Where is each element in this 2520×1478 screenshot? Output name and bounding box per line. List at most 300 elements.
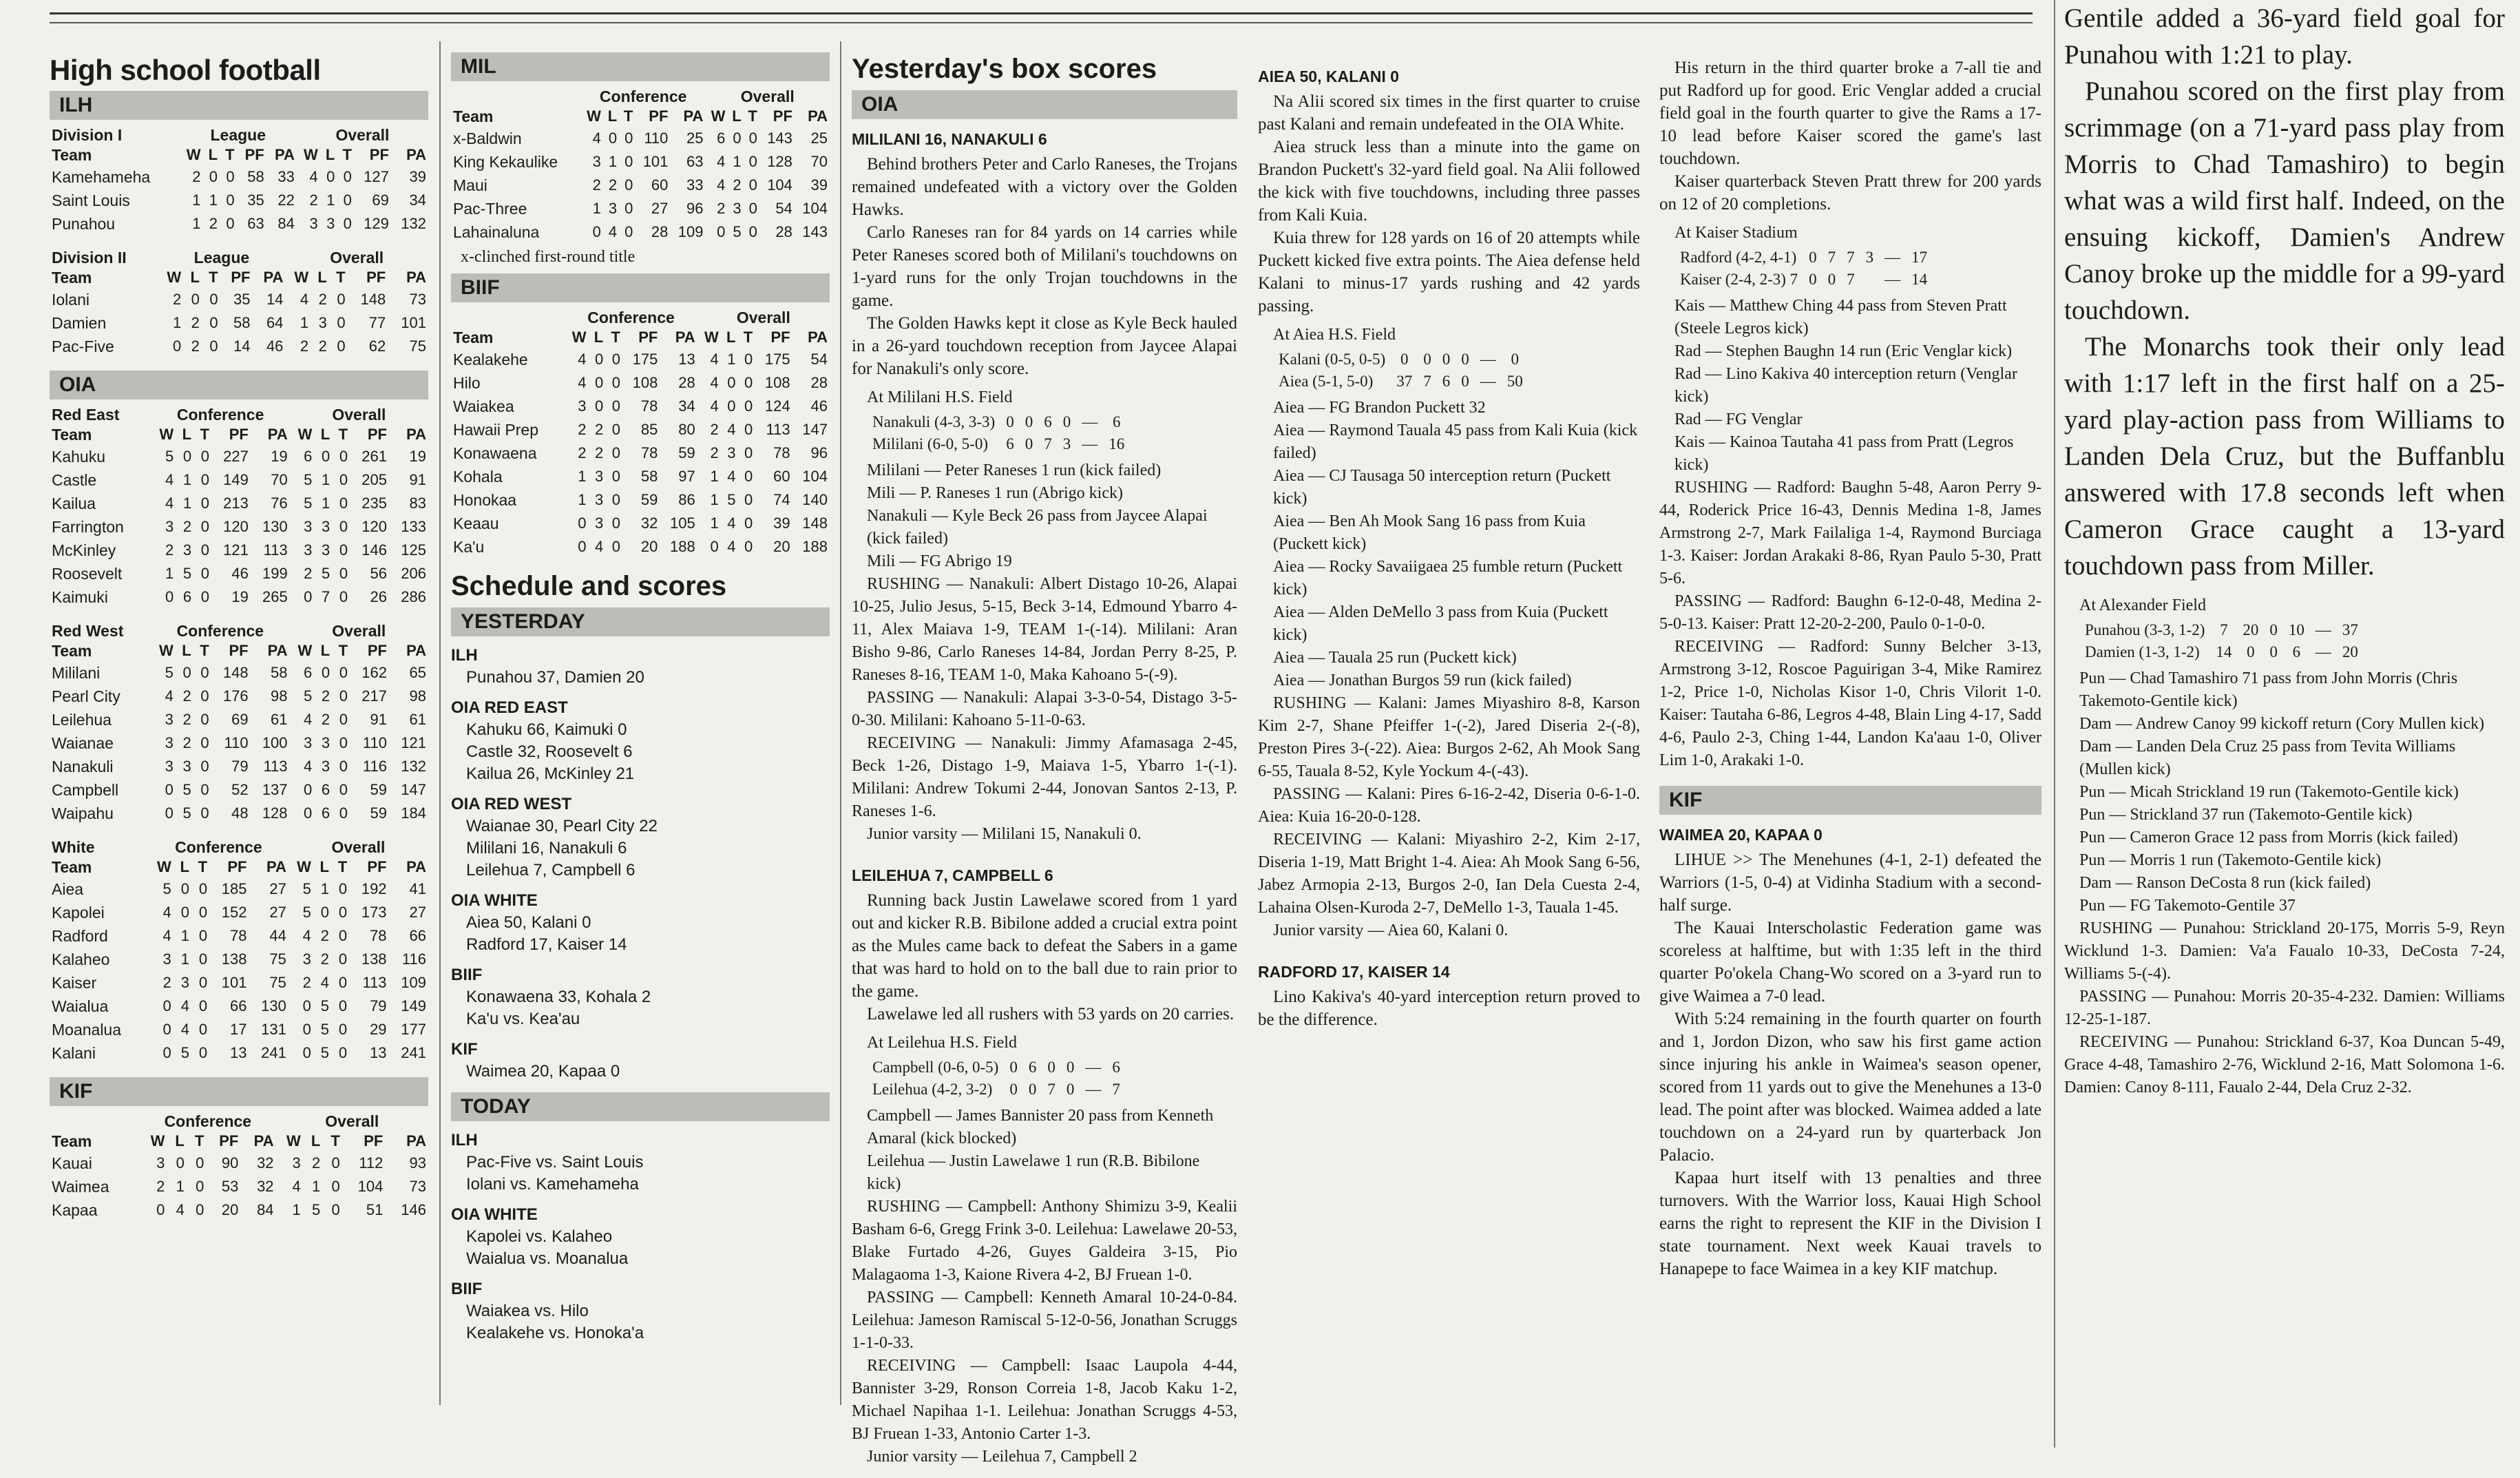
stat-cell: 116 xyxy=(401,950,426,968)
stat-cell: 80 xyxy=(678,421,695,438)
scoring-play: Pun — Cameron Grace 12 pass from Morris (kick failed) xyxy=(2079,829,2458,846)
stat-cell: 2 xyxy=(318,291,327,308)
linescore-dash: — xyxy=(2315,643,2331,660)
stat-cell: 52 xyxy=(231,781,249,798)
stat-cell: 14 xyxy=(233,337,251,355)
stat-cell: 2 xyxy=(191,337,200,355)
stat-cell: 4 xyxy=(578,351,587,368)
league-bar-biif: BIIF xyxy=(451,273,830,302)
story-paragraph: Running back Justin Lawelawe scored from 1 yard out and kicker R.B. Bibilone added a crucial extra point as the Mules came back to defeat the Sabers in a game that was hard to hold on to the ball due to rain prior to the game. xyxy=(852,891,1237,1001)
stat-cell: 1 xyxy=(321,471,330,488)
table-row xyxy=(50,468,428,492)
table-row xyxy=(451,348,830,371)
stat-cell: 75 xyxy=(269,974,286,991)
schedule-item: Kapolei vs. Kalaheo xyxy=(466,1227,613,1246)
header-row xyxy=(451,87,830,106)
team-name: Campbell xyxy=(52,781,119,799)
stat-cell: 140 xyxy=(802,491,828,508)
col-l: L xyxy=(325,146,335,163)
scoring-play: Aiea — Tauala 25 run (Puckett kick) xyxy=(1273,649,1517,667)
stat-cell: 0 xyxy=(165,804,174,822)
punahou-boxscore xyxy=(2064,596,2505,1109)
mil-standings xyxy=(451,87,830,267)
schedule-yesterday xyxy=(451,645,830,1083)
stat-cell: 2 xyxy=(321,687,330,705)
col-l: L xyxy=(180,858,189,875)
linescore-dash: — xyxy=(1480,351,1496,368)
game-headline: LEILEHUA 7, CAMPBELL 6 xyxy=(852,866,1053,884)
stat-cell: 62 xyxy=(368,337,386,355)
stat-cell: 0 xyxy=(209,337,218,355)
game-mililani xyxy=(852,130,1237,855)
column-header-row xyxy=(50,267,428,288)
story-paragraph: Kapaa hurt itself with 13 penalties and three turnovers. With the Warrior loss, Kauai High School earns the right to represent the KIF in the Division I state tournament. Next week Kauai travels to Hanapepe to face Waimea in a key KIF matchup. xyxy=(1659,1169,2041,1278)
stat-cell: 0 xyxy=(200,541,209,559)
division-name: Division I xyxy=(52,126,123,144)
team-name: Hilo xyxy=(453,374,481,392)
team-name: Punahou xyxy=(52,215,116,233)
story-paragraph: Lawelawe led all rushers with 53 yards on 20 carries. xyxy=(867,1005,1235,1023)
table-row xyxy=(451,395,830,418)
game-story xyxy=(852,889,1237,1026)
game-headline: WAIMEA 20, KAPAA 0 xyxy=(1659,826,1823,844)
schedule-group: OIA RED WEST xyxy=(451,795,572,813)
stat-cell: 86 xyxy=(678,491,695,508)
stat-cell: 113 xyxy=(766,421,790,438)
stat-cell: 0 xyxy=(578,514,587,532)
stat-cell: 0 xyxy=(338,1044,348,1061)
division-name xyxy=(451,308,565,327)
linescore-cell: 16 xyxy=(1109,435,1125,452)
stat-cell: 1 xyxy=(710,514,719,532)
stat-cell: 5 xyxy=(304,495,313,512)
stat-line: PASSING — Campbell: Kenneth Amaral 10-24-0-84. Leilehua: Jameson Ramiscal 5-12-0-56, Jonathan Scruggs 1-1-0-33. xyxy=(852,1289,1237,1352)
group-label: Overall xyxy=(330,249,384,267)
col-w: W xyxy=(286,1132,301,1149)
stat-cell: 3 xyxy=(321,758,330,775)
linescore-team: Nanakuli (4-3, 3-3) xyxy=(872,413,996,430)
linescore-dash: — xyxy=(1480,373,1496,390)
stat-cell: 2 xyxy=(710,444,719,461)
stat-cell: 0 xyxy=(304,588,313,605)
scoring-play: Dam — Andrew Canoy 99 kickoff return (Cory Mullen kick) xyxy=(2079,715,2485,733)
linescore-team: Campbell (0-6, 0-5) xyxy=(872,1059,999,1076)
table-row xyxy=(451,512,830,535)
game-stats xyxy=(1258,692,1640,942)
stat-line: RUSHING — Nanakuli: Albert Distago 10-26, Alapai 10-25, Julio Jesus, 5-15, Beck 3-14, Edmound Ybarro 4-11, Alex Maiava 1-9, TEAM 1-(-14). Mililani: Aran Bisho 9-86, Carlo Raneses 14-84, Jordan Perry 8-25, P. Raneses 8-16, TEAM 1-0, Maka Kahoano 5-(-9). xyxy=(852,575,1237,684)
stat-cell: 0 xyxy=(337,314,346,331)
stat-cell: 108 xyxy=(632,374,658,391)
stat-cell: 235 xyxy=(361,495,387,512)
stat-cell: 100 xyxy=(262,734,288,751)
stat-cell: 2 xyxy=(320,927,329,944)
col-l: L xyxy=(732,107,742,125)
schedule-item: Aiea 50, Kalani 0 xyxy=(466,913,591,932)
col-pf: PF xyxy=(367,642,387,659)
stat-cell: 2 xyxy=(594,444,604,461)
stat-cell: 5 xyxy=(727,491,736,508)
stat-cell: 1 xyxy=(172,314,182,331)
stat-cell: 199 xyxy=(262,565,288,582)
stat-cell: 104 xyxy=(802,468,828,485)
table-row xyxy=(50,515,428,539)
col-t: T xyxy=(200,426,209,443)
stat-cell: 17 xyxy=(230,1021,247,1038)
col-l: L xyxy=(182,426,192,443)
stat-cell: 0 xyxy=(198,997,208,1014)
stat-cell: 0 xyxy=(339,448,348,465)
stat-cell: 0 xyxy=(226,191,235,209)
stat-cell: 4 xyxy=(302,927,311,944)
col-team: Team xyxy=(52,1132,92,1150)
stat-cell: 19 xyxy=(271,448,288,465)
stat-cell: 177 xyxy=(401,1021,426,1038)
stat-cell: 0 xyxy=(339,687,348,705)
scoring-play: Aiea — Ben Ah Mook Sang 16 pass from Kuia (Puckett kick) xyxy=(1273,512,1586,553)
game-site: At Mililani H.S. Field xyxy=(867,388,1013,406)
scoring-play: Rad — Stephen Baughn 14 run (Eric Venglar kick) xyxy=(1674,342,2013,360)
col-team: Team xyxy=(52,146,92,164)
stat-line: RUSHING — Radford: Baughn 5-48, Aaron Perry 9-44, Roderick Price 16-43, Dennis Medina 1-8, James Armstrong 2-7, Mark Failaliga 1-4, Raymond Burciaga 1-3. Kaiser: Jordan Arakaki 8-86, Ryan Paulo 5-30, Pratt 5-6. xyxy=(1659,479,2041,587)
team-name: Pearl City xyxy=(52,687,120,705)
linescore-cell: 50 xyxy=(1506,373,1523,390)
stat-cell: 0 xyxy=(337,291,346,308)
stat-cell: 0 xyxy=(744,397,753,415)
scoring-play: Leilehua — Justin Lawelawe 1 run (R.B. Bibilone kick) xyxy=(867,1152,1200,1193)
stat-cell: 0 xyxy=(196,1154,204,1172)
stat-cell: 1 xyxy=(165,565,174,582)
stat-cell: 101 xyxy=(642,153,669,170)
stat-cell: 149 xyxy=(401,997,426,1014)
stat-cell: 127 xyxy=(364,168,389,185)
stat-cell: 2 xyxy=(309,191,318,209)
stat-cell: 5 xyxy=(320,1021,329,1038)
col-t: T xyxy=(198,858,208,875)
linescore-dash: — xyxy=(1085,1059,1102,1076)
scoring-play: Kais — Matthew Ching 44 pass from Steven Pratt (Steele Legros kick) xyxy=(1674,297,2007,337)
stat-cell: 0 xyxy=(611,374,620,391)
scoring-play: Aiea — CJ Tausaga 50 interception return (Puckett kick) xyxy=(1273,467,1611,508)
stat-cell: 20 xyxy=(640,538,658,555)
table-row xyxy=(50,1152,428,1175)
stat-cell: 85 xyxy=(640,421,658,438)
game-radford xyxy=(1659,56,2041,782)
stat-cell: 19 xyxy=(231,588,249,605)
stat-cell: 0 xyxy=(624,176,633,194)
stat-line: RUSHING — Punahou: Strickland 20-175, Morris 5-9, Reyn Wicklund 1-3. Damien: Va'a Faualo 10-33, DeCosta 7-24, Williams 5-(-4). xyxy=(2064,919,2505,983)
stat-cell: 1 xyxy=(326,191,335,209)
col-w: W xyxy=(303,146,318,163)
stat-cell: 3 xyxy=(594,514,604,532)
story-paragraph: Na Alii scored six times in the first quarter to cruise past Kalani and remain undefeated in the OIA White. xyxy=(1258,92,1640,134)
col-t: T xyxy=(330,1132,340,1149)
table-row xyxy=(50,1175,428,1198)
stat-cell: 0 xyxy=(727,374,736,391)
top-rule-2 xyxy=(50,22,2033,23)
schedule-item: Waimea 20, Kapaa 0 xyxy=(466,1062,620,1081)
stat-cell: 2 xyxy=(192,168,201,185)
stat-cell: 0 xyxy=(302,1021,311,1038)
stat-cell: 0 xyxy=(200,565,209,582)
table-row xyxy=(451,197,830,220)
linescore-dash: — xyxy=(1082,435,1098,452)
stat-cell: 7 xyxy=(321,588,330,605)
col-l: L xyxy=(594,329,604,346)
stat-cell: 75 xyxy=(269,950,286,968)
col-t: T xyxy=(194,1132,204,1149)
stat-cell: 5 xyxy=(162,880,171,897)
stat-cell: 3 xyxy=(162,950,171,968)
stat-cell: 0 xyxy=(339,495,348,512)
stat-cell: 60 xyxy=(773,468,790,485)
col-pa: PA xyxy=(406,269,426,286)
stat-line: RUSHING — Campbell: Anthony Shimizu 3-9, Kealii Basham 6-6, Gregg Frink 3-0. Leilehua: Lawelawe 20-53, Blake Furtado 4-26, Guyes Galdeira 3-15, Pio Malagaoma 1-3, Kaione Rivera 4-2, BJ Fruean 1-0. xyxy=(852,1198,1237,1284)
stat-cell: 5 xyxy=(320,1044,329,1061)
game-aiea xyxy=(1258,67,1640,952)
team-name: Damien xyxy=(52,314,107,332)
column-header-row xyxy=(50,641,428,661)
stat-cell: 33 xyxy=(686,176,704,194)
stat-cell: 0 xyxy=(748,153,757,170)
schedule-item: Mililani 16, Nanakuli 6 xyxy=(466,839,627,857)
stat-cell: 0 xyxy=(162,1021,171,1038)
schedule-item: Castle 32, Roosevelt 6 xyxy=(466,742,633,761)
stat-cell: 28 xyxy=(775,223,792,240)
stat-cell: 34 xyxy=(409,191,426,209)
scoring-play: Aiea — FG Brandon Puckett 32 xyxy=(1273,399,1486,417)
stat-cell: 0 xyxy=(339,518,348,535)
linescore-cell xyxy=(1860,269,1880,291)
col-pa: PA xyxy=(683,107,704,125)
stat-cell: 96 xyxy=(686,200,704,217)
col-team: Team xyxy=(52,642,92,660)
stat-cell: 0 xyxy=(321,448,330,465)
col-pf: PF xyxy=(367,426,387,443)
stat-cell: 4 xyxy=(162,927,171,944)
linescore-team: Kaiser (2-4, 2-3) 7 xyxy=(1680,271,1798,288)
stat-cell: 27 xyxy=(651,200,669,217)
stat-cell: 39 xyxy=(810,176,828,194)
stat-cell: 130 xyxy=(261,997,286,1014)
stat-cell: 3 xyxy=(165,711,174,728)
game-waimea xyxy=(1659,826,2041,1290)
stat-cell: 69 xyxy=(372,191,389,209)
linescore-cell: 6 xyxy=(1028,1059,1037,1076)
stat-cell: 4 xyxy=(180,1021,189,1038)
linescore-cell: 0 xyxy=(1511,351,1519,368)
scoring-plays xyxy=(852,1105,1237,1196)
stat-cell: 2 xyxy=(209,215,218,232)
stat-cell: 0 xyxy=(200,495,209,512)
stat-cell: 0 xyxy=(744,538,753,555)
schedule-item: Kealakehe vs. Honoka'a xyxy=(466,1324,644,1342)
stat-cell: 4 xyxy=(578,374,587,391)
linescore-team: Radford (4-2, 4-1) xyxy=(1680,249,1797,266)
stat-cell: 32 xyxy=(257,1154,274,1172)
linescore-dash: — xyxy=(1085,1081,1102,1098)
league-bar-ilh: ILH xyxy=(50,91,428,120)
stat-cell: 0 xyxy=(744,491,753,508)
stat-cell: 0 xyxy=(200,588,209,605)
col-pa: PA xyxy=(406,426,426,443)
story-paragraph: The Monarchs took their only lead with 1:17 left in the first half on a 25-yard play-action pass from Williams to Landen Dela Cruz, but the Buffanblu answered with 17.8 seconds left when Cameron Grace caught a 13-yard touchdown pass from Miller. xyxy=(2064,332,2505,581)
league-bar-kif: KIF xyxy=(50,1077,428,1106)
col-pa: PA xyxy=(253,1132,274,1149)
header-row xyxy=(50,125,428,145)
stat-cell: 5 xyxy=(302,904,311,921)
stat-cell: 0 xyxy=(343,168,352,185)
linescore-row xyxy=(867,433,1130,455)
stat-cell: 175 xyxy=(632,351,658,368)
stat-cell: 2 xyxy=(710,421,719,438)
stat-cell: 1 xyxy=(727,351,736,368)
stat-cell: 192 xyxy=(361,880,387,897)
stat-cell: 3 xyxy=(318,314,327,331)
stat-cell: 0 xyxy=(624,223,633,240)
column-header-row xyxy=(451,106,830,127)
col-pf: PF xyxy=(773,107,792,125)
schedule-item: Kailua 26, McKinley 21 xyxy=(466,764,635,783)
stat-cell: 0 xyxy=(331,1201,340,1218)
stat-cell: 146 xyxy=(401,1201,426,1218)
stat-cell: 3 xyxy=(302,950,311,968)
stat-cell: 188 xyxy=(669,538,695,555)
game-site: At Leilehua H.S. Field xyxy=(867,1034,1017,1052)
col-team: Team xyxy=(52,269,92,287)
stat-cell: 46 xyxy=(231,565,249,582)
stat-cell: 0 xyxy=(343,191,352,209)
game-stats xyxy=(852,1196,1237,1468)
kif-standings xyxy=(50,1112,428,1222)
stat-cell: 0 xyxy=(176,1154,185,1172)
linescore-cell: 6 xyxy=(1044,413,1052,430)
stat-cell: 2 xyxy=(182,518,192,535)
stat-cell: 206 xyxy=(401,565,426,582)
stat-cell: 128 xyxy=(262,804,288,822)
stat-cell: 6 xyxy=(321,781,330,798)
stat-cell: 5 xyxy=(733,223,742,240)
today-bar: TODAY xyxy=(451,1092,830,1121)
linescore-table xyxy=(867,1057,1126,1101)
stat-cell: 1 xyxy=(608,153,618,170)
linescore-cell: 0 xyxy=(1009,1059,1018,1076)
stat-cell: 4 xyxy=(710,374,719,391)
box-scores-column-2 xyxy=(1258,56,1640,1434)
col-pf: PF xyxy=(366,269,386,286)
stat-cell: 6 xyxy=(717,129,726,147)
stat-cell: 0 xyxy=(624,200,633,217)
stat-cell: 44 xyxy=(269,927,286,944)
schedule-item: Waianae 30, Pearl City 22 xyxy=(466,817,658,835)
stat-cell: 0 xyxy=(339,588,348,605)
column-header-row xyxy=(451,327,830,348)
col-t: T xyxy=(743,329,753,346)
stat-cell: 0 xyxy=(338,1021,348,1038)
stat-cell: 121 xyxy=(223,541,249,559)
stat-cell: 3 xyxy=(321,541,330,559)
stat-cell: 91 xyxy=(409,471,426,488)
stat-cell: 4 xyxy=(710,351,719,368)
stat-cell: 0 xyxy=(321,664,330,681)
team-name: Maui xyxy=(453,176,487,194)
box-scores-column-3 xyxy=(1659,56,2041,1434)
stat-cell: 0 xyxy=(594,397,604,415)
team-name: Kailua xyxy=(52,495,96,512)
col-pa: PA xyxy=(675,329,695,346)
linescore-cell: 0 xyxy=(1047,1059,1056,1076)
top-rule xyxy=(50,12,2033,14)
stat-cell: 58 xyxy=(233,314,251,331)
schedule-group: ILH xyxy=(451,1131,478,1149)
col-pa: PA xyxy=(263,269,284,286)
team-name: Waimea xyxy=(52,1178,109,1196)
table-row xyxy=(50,335,428,358)
header-row xyxy=(50,621,428,641)
stat-cell: 0 xyxy=(733,129,742,147)
team-name: Konawaena xyxy=(453,444,537,462)
stat-cell: 120 xyxy=(223,518,249,535)
group-label: Overall xyxy=(740,87,795,105)
stat-cell: 1 xyxy=(733,153,742,170)
stat-cell: 0 xyxy=(717,223,726,240)
stat-cell: 2 xyxy=(191,314,200,331)
stat-cell: 1 xyxy=(192,215,201,232)
group-label: Overall xyxy=(335,126,390,144)
stat-line: RECEIVING — Nanakuli: Jimmy Afamasaga 2-45, Beck 1-26, Distago 1-9, Maiava 1-5, Ybarro 1-(-1). Mililani: Andrew Tokumi 2-44, Jonovan Santos 2-13, P. Raneses 1-6. xyxy=(852,734,1237,820)
column-divider xyxy=(439,41,441,1405)
group-label: Conference xyxy=(164,1112,252,1130)
stat-cell: 69 xyxy=(231,711,249,728)
scoring-play: Aiea — Rocky Savaiigaea 25 fumble return (Puckett kick) xyxy=(1273,558,1623,599)
stat-cell: 0 xyxy=(165,781,174,798)
column-divider xyxy=(840,41,841,1405)
stat-cell: 3 xyxy=(304,518,313,535)
division-name: Red East xyxy=(52,406,120,424)
stat-cell: 4 xyxy=(592,129,601,147)
stat-cell: 0 xyxy=(611,444,620,461)
stat-cell: 105 xyxy=(669,514,695,532)
stat-cell: 34 xyxy=(678,397,695,415)
col-t: T xyxy=(209,269,218,286)
stat-cell: 0 xyxy=(608,129,618,147)
stat-cell: 0 xyxy=(338,997,348,1014)
stat-cell: 101 xyxy=(401,314,426,331)
stat-cell: 61 xyxy=(409,711,426,728)
stat-cell: 3 xyxy=(182,541,192,559)
stat-cell: 0 xyxy=(331,1154,340,1172)
stat-cell: 0 xyxy=(198,880,208,897)
stat-cell: 0 xyxy=(200,471,209,488)
stat-cell: 0 xyxy=(611,397,620,415)
stat-cell: 2 xyxy=(182,711,191,728)
stat-cell: 0 xyxy=(611,468,620,485)
stat-cell: 84 xyxy=(277,215,295,232)
stat-cell: 113 xyxy=(263,541,288,559)
team-name: Moanalua xyxy=(52,1021,122,1039)
stat-cell: 13 xyxy=(230,1044,247,1061)
stat-cell: 138 xyxy=(361,950,387,968)
group-label: League xyxy=(193,249,250,267)
team-name: Kaiser xyxy=(52,974,97,992)
stat-cell: 148 xyxy=(222,664,249,681)
stat-cell: 0 xyxy=(594,351,604,368)
table-row xyxy=(451,371,830,395)
linescore-dash: — xyxy=(1082,413,1098,430)
stat-cell: 261 xyxy=(361,448,387,465)
linescore-row xyxy=(1674,269,1933,291)
col-pf: PF xyxy=(638,329,658,346)
linescore-cell: 0 xyxy=(1461,373,1469,390)
